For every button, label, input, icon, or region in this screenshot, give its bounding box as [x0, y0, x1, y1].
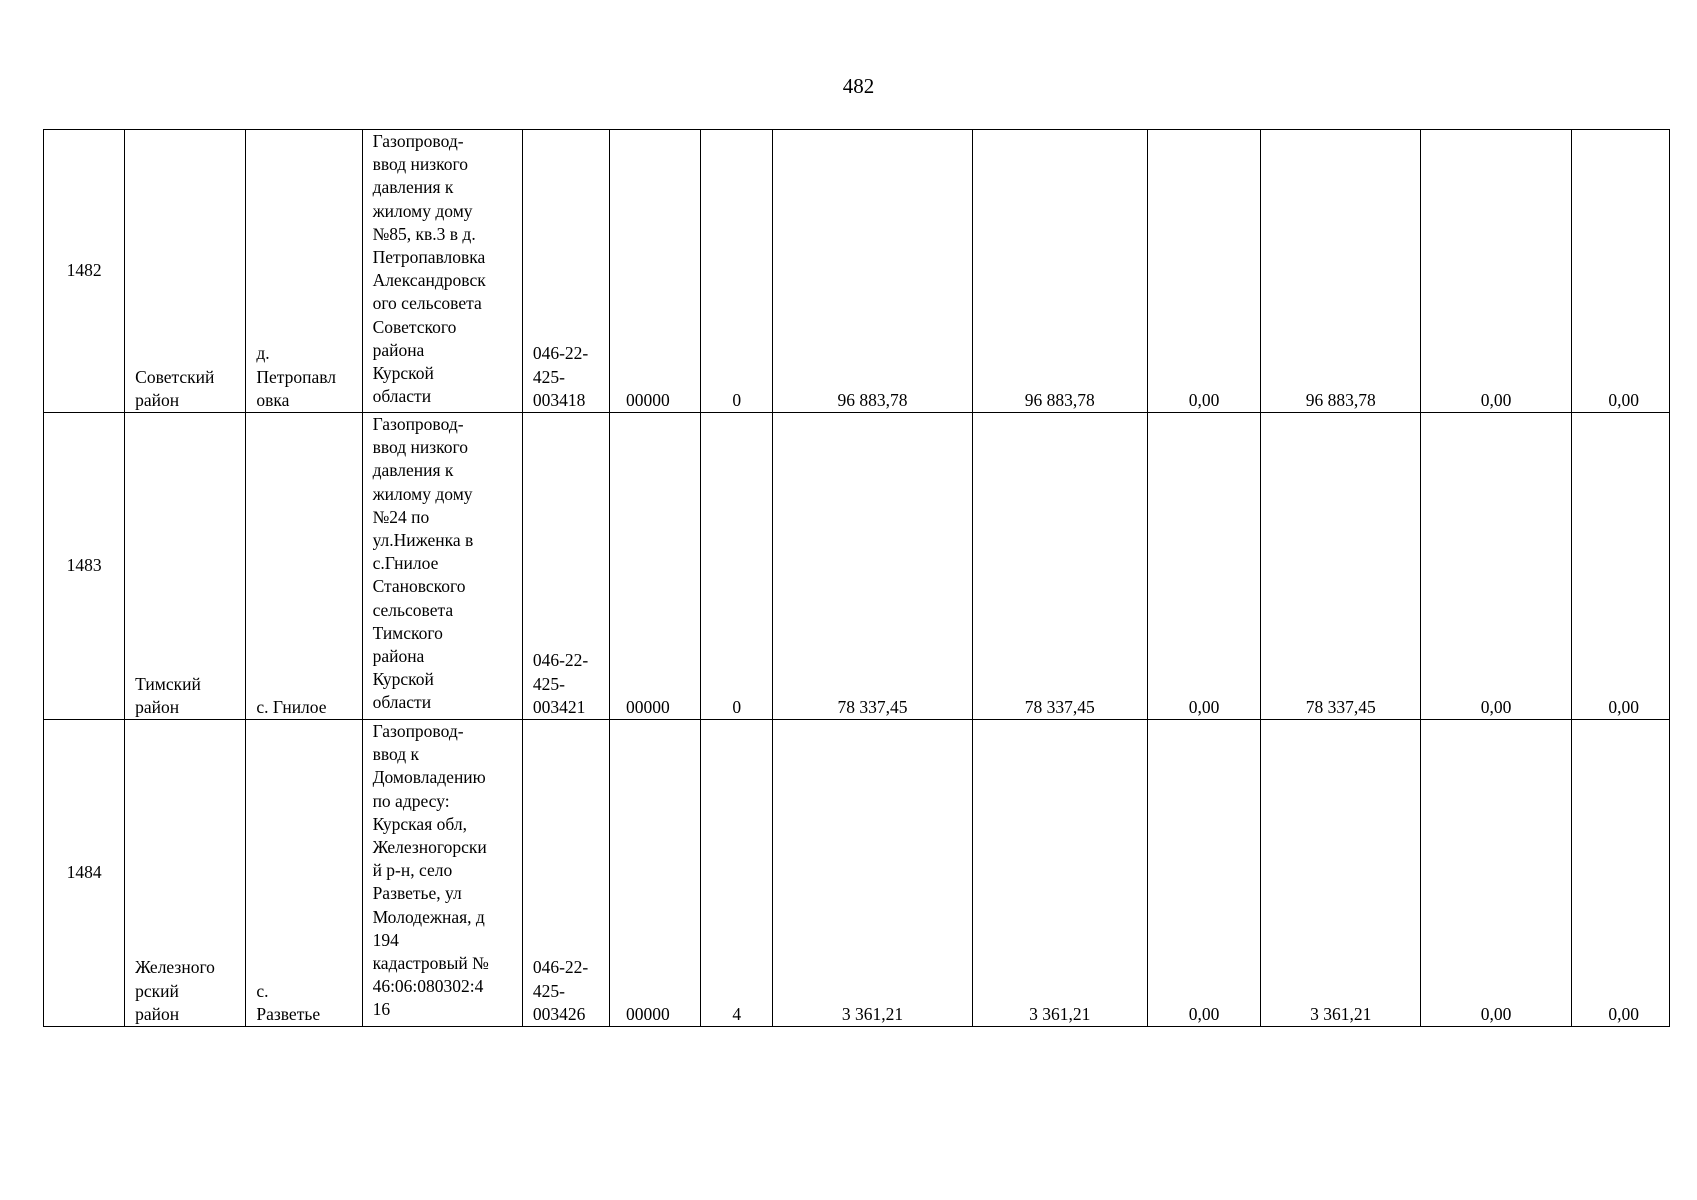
locality-cell: д. Петропавл овка — [246, 130, 362, 413]
page-number: 482 — [842, 74, 875, 98]
description-cell: Газопровод- ввод низкого давления к жилому дому №85, кв.3 в д. Петропавловка Александровск ого сельсовета Советского района Курской области — [362, 130, 522, 413]
district-cell: Тимский район — [125, 413, 246, 720]
inventory-number-cell: 046-22- 425- 003421 — [522, 413, 609, 720]
amount-cell: 3 361,21 — [773, 720, 972, 1027]
amount-cell: 78 337,45 — [773, 413, 972, 720]
inventory-number-cell: 046-22- 425- 003418 — [522, 130, 609, 413]
row-number: 1483 — [44, 413, 125, 720]
amount-cell: 3 361,21 — [1261, 720, 1421, 1027]
district-cell: Железного рский район — [125, 720, 246, 1027]
code-cell: 00000 — [610, 130, 701, 413]
description-cell: Газопровод- ввод к Домовладению по адресу: Курская обл, Железногорски й р-н, село Разветье, ул Молодежная, д 194 кадастровый № 46:06:080302:4 16 — [362, 720, 522, 1027]
amount-cell: 96 883,78 — [773, 130, 972, 413]
inventory-number-cell: 046-22- 425- 003426 — [522, 720, 609, 1027]
amount-cell: 96 883,78 — [1261, 130, 1421, 413]
table-row — [44, 720, 1670, 1027]
amount-cell: 96 883,78 — [972, 130, 1147, 413]
row-number: 1484 — [44, 720, 125, 1027]
amount-cell: 78 337,45 — [972, 413, 1147, 720]
locality-cell: с. Гнилое — [246, 413, 362, 720]
quantity-cell: 0 — [701, 130, 773, 413]
quantity-cell: 4 — [701, 720, 773, 1027]
district-cell: Советский район — [125, 130, 246, 413]
amount-cell: 0,00 — [1571, 130, 1669, 413]
code-cell: 00000 — [610, 720, 701, 1027]
amount-cell: 0,00 — [1571, 413, 1669, 720]
amount-cell: 3 361,21 — [972, 720, 1147, 1027]
table-row — [44, 413, 1670, 720]
amount-cell: 0,00 — [1421, 720, 1571, 1027]
table-row — [44, 130, 1670, 413]
amount-cell: 0,00 — [1147, 413, 1260, 720]
amount-cell: 78 337,45 — [1261, 413, 1421, 720]
row-number: 1482 — [44, 130, 125, 413]
register-table — [43, 129, 1670, 1027]
amount-cell: 0,00 — [1421, 130, 1571, 413]
amount-cell: 0,00 — [1571, 720, 1669, 1027]
code-cell: 00000 — [610, 413, 701, 720]
locality-cell: с. Разветье — [246, 720, 362, 1027]
amount-cell: 0,00 — [1147, 130, 1260, 413]
amount-cell: 0,00 — [1421, 413, 1571, 720]
quantity-cell: 0 — [701, 413, 773, 720]
amount-cell: 0,00 — [1147, 720, 1260, 1027]
description-cell: Газопровод- ввод низкого давления к жилому дому №24 по ул.Ниженка в с.Гнилое Становского сельсовета Тимского района Курской области — [362, 413, 522, 720]
